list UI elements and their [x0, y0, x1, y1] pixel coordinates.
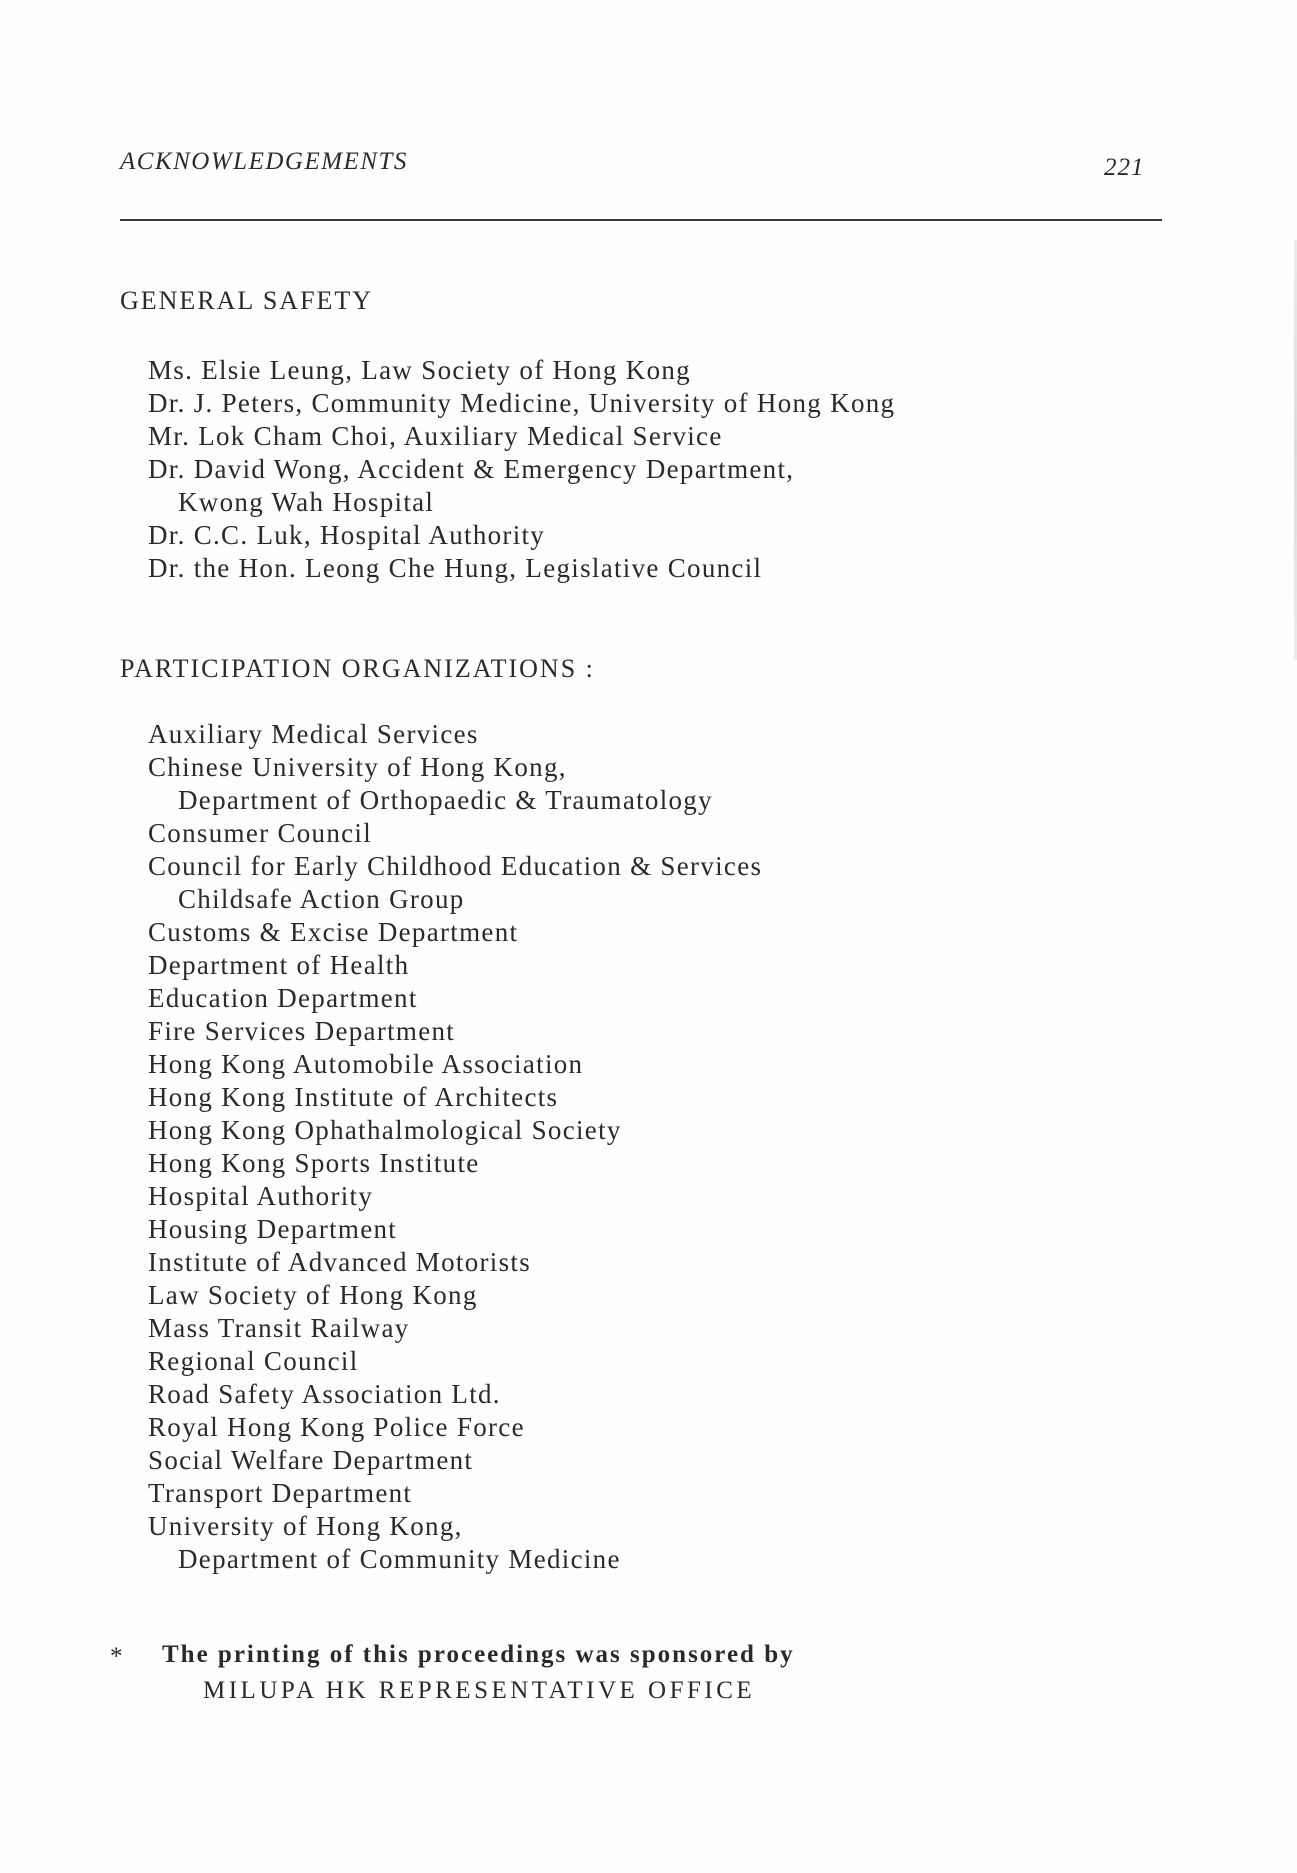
list-item: Customs & Excise Department — [148, 917, 519, 947]
list-item: Social Welfare Department — [148, 1445, 474, 1475]
list-item: Hospital Authority — [148, 1181, 374, 1211]
list-item: Hong Kong Automobile Association — [148, 1049, 584, 1079]
list-item: Housing Department — [148, 1214, 398, 1244]
page-number: 221 — [1104, 154, 1145, 181]
list-item: Dr. C.C. Luk, Hospital Authority — [148, 520, 546, 550]
general-safety-heading: GENERAL SAFETY — [120, 286, 374, 315]
list-item: Regional Council — [148, 1346, 359, 1376]
participation-heading: PARTICIPATION ORGANIZATIONS : — [120, 654, 595, 683]
running-title: ACKNOWLEDGEMENTS — [120, 148, 408, 175]
list-item: Royal Hong Kong Police Force — [148, 1412, 525, 1442]
list-item: Auxiliary Medical Services — [148, 719, 479, 749]
list-item: Road Safety Association Ltd. — [148, 1379, 501, 1409]
list-item-continuation: Department of Orthopaedic & Traumatology — [178, 785, 713, 815]
list-item: Mr. Lok Cham Choi, Auxiliary Medical Service — [148, 421, 723, 451]
sponsor-line: The printing of this proceedings was sponsored by — [162, 1641, 795, 1668]
list-item: Chinese University of Hong Kong, — [148, 752, 567, 782]
list-item: Institute of Advanced Motorists — [148, 1247, 532, 1277]
list-item: Consumer Council — [148, 818, 373, 848]
participation-list — [148, 718, 762, 1576]
list-item-continuation: Childsafe Action Group — [178, 884, 465, 914]
list-item-continuation: Kwong Wah Hospital — [178, 487, 435, 517]
general-safety-list — [148, 354, 895, 585]
list-item: University of Hong Kong, — [148, 1511, 463, 1541]
header-rule — [120, 219, 1162, 221]
list-item: Hong Kong Sports Institute — [148, 1148, 480, 1178]
list-item: Fire Services Department — [148, 1016, 456, 1046]
list-item: Dr. the Hon. Leong Che Hung, Legislative Council — [148, 553, 763, 583]
list-item: Transport Department — [148, 1478, 413, 1508]
list-item: Department of Health — [148, 950, 410, 980]
list-item-continuation: Department of Community Medicine — [178, 1544, 621, 1574]
list-item: Education Department — [148, 983, 418, 1013]
list-item: Dr. J. Peters, Community Medicine, University of Hong Kong — [148, 388, 896, 418]
sponsor-name: MILUPA HK REPRESENTATIVE OFFICE — [203, 1677, 756, 1704]
list-item: Ms. Elsie Leung, Law Society of Hong Kong — [148, 355, 691, 385]
list-item: Hong Kong Institute of Architects — [148, 1082, 559, 1112]
list-item: Council for Early Childhood Education & Services — [148, 851, 763, 881]
asterisk-marker: * — [110, 1643, 125, 1670]
list-item: Dr. David Wong, Accident & Emergency Department, — [148, 454, 795, 484]
list-item: Law Society of Hong Kong — [148, 1280, 478, 1310]
list-item: Hong Kong Ophathalmological Society — [148, 1115, 622, 1145]
list-item: Mass Transit Railway — [148, 1313, 410, 1343]
